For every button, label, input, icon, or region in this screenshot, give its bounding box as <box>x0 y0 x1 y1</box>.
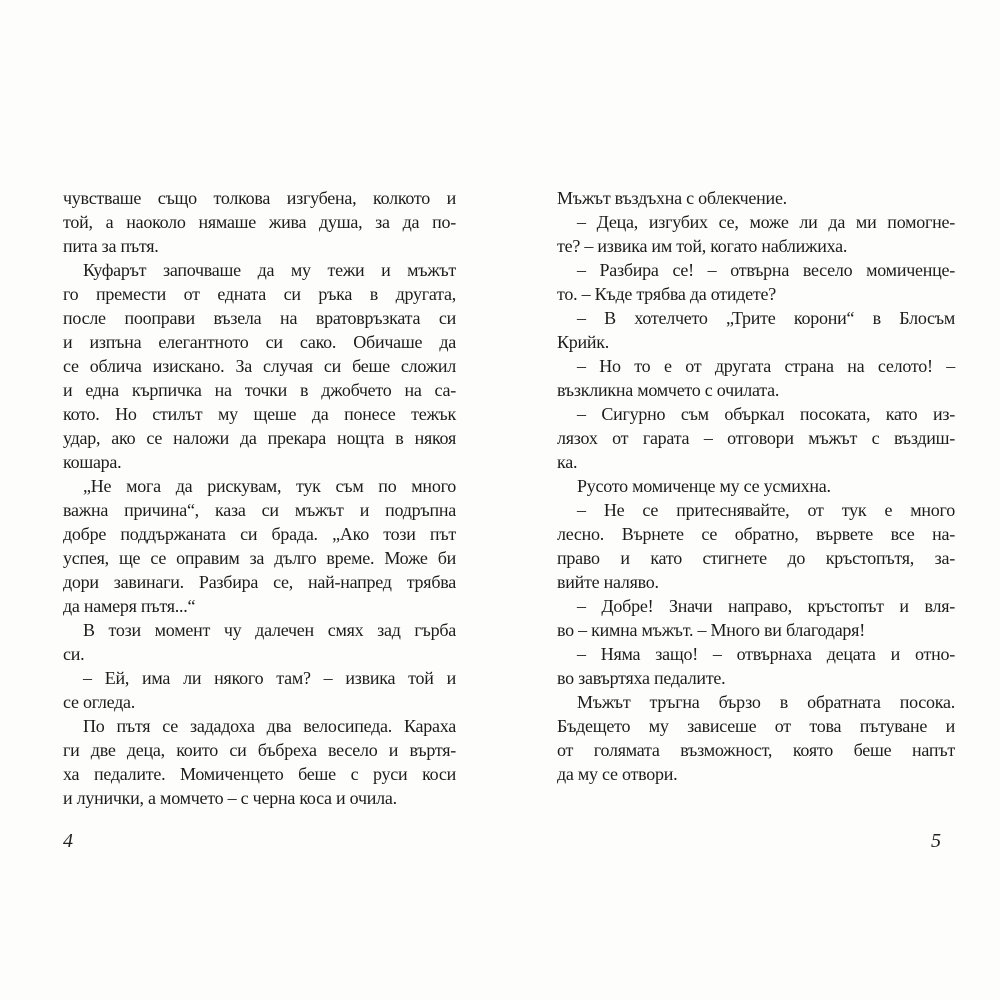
text-line: во – кимна мъжът. – Много ви благодаря! <box>557 620 865 640</box>
text-line: успея, ще се оправим за дълго време. Може би <box>63 548 456 568</box>
text-line: и изпъна елегантното си сако. Обичаше да <box>63 332 456 352</box>
text-line: те? – извика им той, когато наближиха. <box>557 236 848 256</box>
text-line: да намеря пътя...“ <box>63 596 196 616</box>
text-line: – Сигурно съм объркал посоката, като из- <box>577 404 955 424</box>
text-line: В този момент чу далечен смях зад гърба <box>83 620 456 640</box>
text-line: кото. Но стилът му щеше да понесе тежък <box>63 404 456 424</box>
paragraph <box>63 714 456 810</box>
text-line: ги две деца, които си бъбреха весело и въртя- <box>63 740 456 760</box>
paragraph <box>557 642 955 690</box>
left-page-number: 4 <box>63 830 73 852</box>
paragraph <box>63 618 456 666</box>
paragraph <box>557 498 955 594</box>
text-line: удар, ако се наложи да прекара нощта в някоя <box>63 428 456 448</box>
paragraph <box>557 474 955 498</box>
paragraph <box>63 186 456 258</box>
text-line: Мъжът въздъхна с облекчение. <box>557 188 787 208</box>
text-line: – Но то е от другата страна на селото! – <box>577 356 955 376</box>
text-line: се облича изискано. За случая си беше сложил <box>63 356 456 376</box>
text-line: Куфарът започваше да му тежи и мъжът <box>83 260 456 280</box>
text-line: той, а наоколо нямаше жива душа, за да по- <box>63 212 456 232</box>
text-line: се огледа. <box>63 692 136 712</box>
text-line: важна причина“, каза си мъжът и подръпна <box>63 500 456 520</box>
text-line: во завъртяха педалите. <box>557 668 726 688</box>
text-line: – В хотелчето „Трите корони“ в Блосъм <box>577 308 955 328</box>
text-line: Мъжът тръгна бързо в обратната посока. <box>577 692 955 712</box>
text-line: възкликна момчето с очилата. <box>557 380 780 400</box>
text-line: чувстваше също толкова изгубена, колкото и <box>63 188 456 208</box>
paragraph <box>63 258 456 474</box>
right-page-text-column <box>557 186 955 786</box>
text-line: Русото момиченце му се усмихна. <box>577 476 831 496</box>
paragraph <box>557 690 955 786</box>
text-line: да му се отвори. <box>557 764 678 784</box>
text-line: кошара. <box>63 452 122 472</box>
text-line: „Не мога да рискувам, тук съм по много <box>83 476 456 496</box>
text-line: вийте наляво. <box>557 572 659 592</box>
text-line: лязох от гарата – отговори мъжът с въздиш- <box>557 428 955 448</box>
text-line: после пооправи възела на вратовръзката си <box>63 308 456 328</box>
text-line: лесно. Върнете се обратно, вървете все на- <box>557 524 955 544</box>
text-line: ха педалите. Момиченцето беше с руси коси <box>63 764 456 784</box>
paragraph <box>557 210 955 258</box>
paragraph <box>63 474 456 618</box>
text-line: Бъдещето му зависеше от това пътуване и <box>557 716 955 736</box>
text-line: – Не се притеснявайте, от тук е много <box>577 500 955 520</box>
text-line: – Ей, има ли някого там? – извика той и <box>83 668 456 688</box>
text-line: си. <box>63 644 85 664</box>
paragraph <box>557 306 955 354</box>
text-line: го премести от едната си ръка в другата, <box>63 284 456 304</box>
paragraph <box>557 594 955 642</box>
paragraph <box>557 186 955 210</box>
right-page-number: 5 <box>931 830 941 852</box>
text-line: По пътя се зададоха два велосипеда. Караха <box>83 716 456 736</box>
text-line: пита за пътя. <box>63 236 159 256</box>
paragraph <box>557 354 955 402</box>
text-line: дори завинаги. Разбира се, най-напред трябва <box>63 572 456 592</box>
text-line: и лунички, а момчето – с черна коса и очила. <box>63 788 397 808</box>
paragraph <box>557 258 955 306</box>
text-line: добре поддържаната си брада. „Ако този път <box>63 524 456 544</box>
text-line: право и като стигнете до кръстопътя, за- <box>557 548 955 568</box>
text-line: и една кърпичка на точки в джобчето на са- <box>63 380 456 400</box>
paragraph <box>557 402 955 474</box>
paragraph <box>63 666 456 714</box>
text-line: – Няма защо! – отвърнаха децата и отно- <box>577 644 955 664</box>
text-line: от голямата възможност, която беше напът <box>557 740 955 760</box>
text-line: то. – Къде трябва да отидете? <box>557 284 777 304</box>
text-line: – Разбира се! – отвърна весело момиченце- <box>577 260 955 280</box>
text-line: – Добре! Значи направо, кръстопът и вля- <box>577 596 955 616</box>
text-line: Крийк. <box>557 332 610 352</box>
text-line: – Деца, изгубих се, може ли да ми помогне- <box>577 212 955 232</box>
left-page-text-column <box>63 186 456 810</box>
text-line: ка. <box>557 452 578 472</box>
